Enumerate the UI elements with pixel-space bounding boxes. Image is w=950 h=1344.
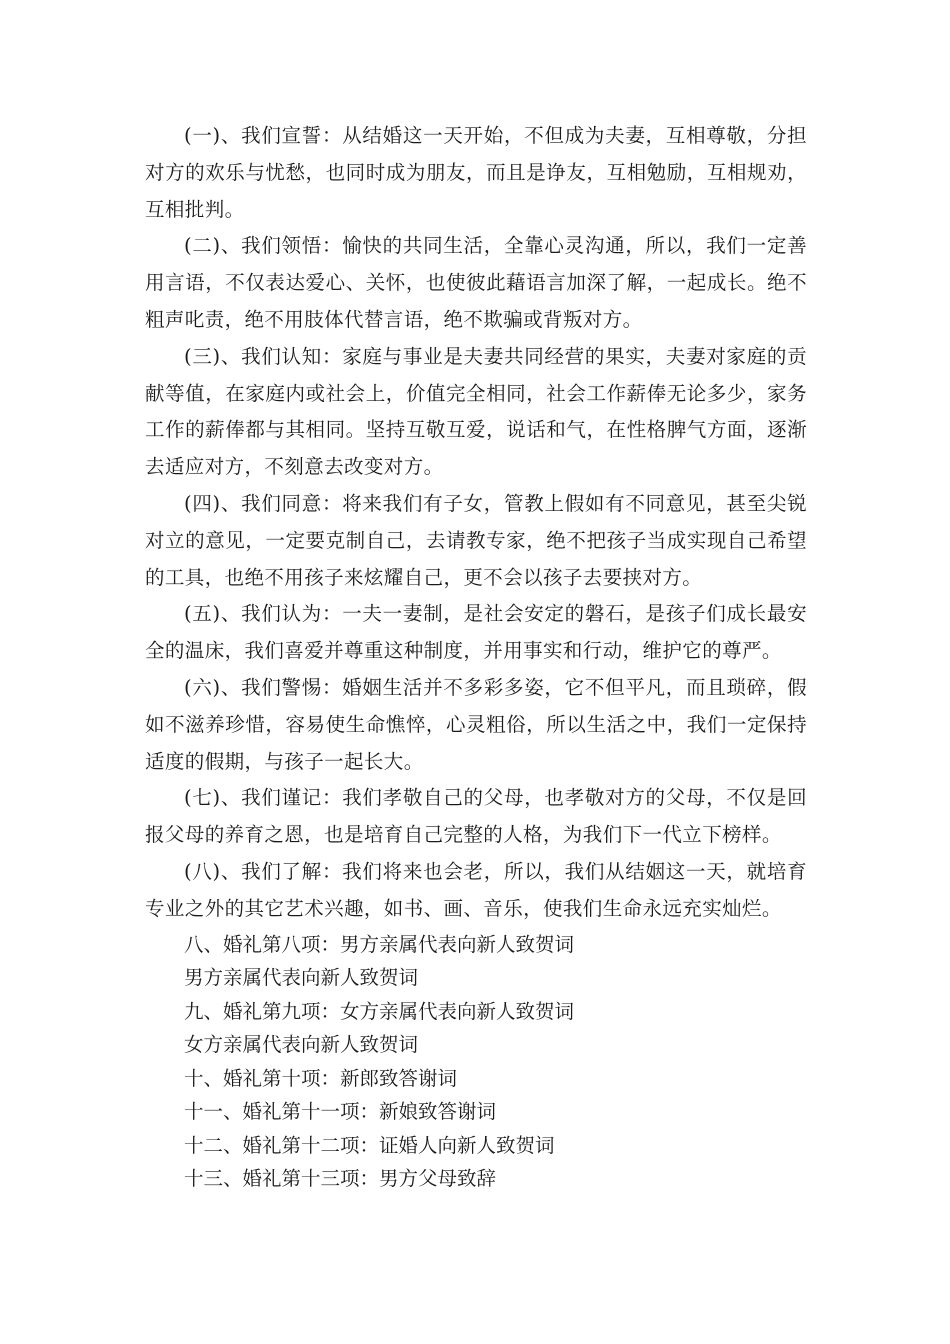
vow-paragraph-3: (三)、我们认知：家庭与事业是夫妻共同经营的果实，夫妻对家庭的贡献等值，在家庭内或社会上，价值完全相同，社会工作薪俸无论多少，家务工作的薪俸都与其相同。坚持互敬互爱，说话和气，在性格脾气方面，逐渐去适应对方，不刻意去改变对方。 [145,344,807,479]
document-body [145,118,807,1196]
ceremony-item-11: 十一、婚礼第十一项：新娘致答谢词 [184,1100,497,1124]
vow-paragraph-1: (一)、我们宣誓：从结婚这一天开始，不但成为夫妻，互相尊敬，分担对方的欢乐与忧愁，也同时成为朋友，而且是诤友，互相勉励，互相规劝，互相批判。 [145,124,807,221]
vow-paragraph-4: (四)、我们同意：将来我们有子女，管教上假如有不同意见，甚至尖锐对立的意见，一定要克制自己，去请教专家，绝不把孩子当成实现自己希望的工具，也绝不用孩子来炫耀自己，更不会以孩子去要挟对方。 [145,491,807,589]
vow-paragraph-7: (七)、我们谨记：我们孝敬自己的父母，也孝敬对方的父母，不仅是回报父母的养育之恩，也是培育自己完整的人格，为我们下一代立下榜样。 [145,786,807,847]
ceremony-item-10: 十、婚礼第十项：新郎致答谢词 [184,1066,458,1090]
vow-paragraph-6: (六)、我们警惕：婚姻生活并不多彩多姿，它不但平凡，而且琐碎，假如不滋养珍惜，容易使生命憔悴，心灵粗俗，所以生活之中，我们一定保持适度的假期，与孩子一起长大。 [145,675,807,773]
ceremony-item-12: 十二、婚礼第十二项：证婚人向新人致贺词 [184,1133,555,1157]
vow-paragraph-2: (二)、我们领悟：愉快的共同生活，全靠心灵沟通，所以，我们一定善用言语，不仅表达爱心、关怀，也使彼此藉语言加深了解，一起成长。绝不粗声叱责，绝不用肢体代替言语，绝不欺骗或背叛对方。 [145,234,807,331]
ceremony-item-9-detail: 女方亲属代表向新人致贺词 [184,1033,419,1057]
ceremony-item-9: 九、婚礼第九项：女方亲属代表向新人致贺词 [184,999,575,1023]
vow-paragraph-5: (五)、我们认为：一夫一妻制，是社会安定的磐石，是孩子们成长最安全的温床，我们喜爱并尊重这种制度，并用事实和行动，维护它的尊严。 [145,602,807,663]
ceremony-item-8-detail: 男方亲属代表向新人致贺词 [184,966,419,990]
vow-paragraph-8: (八)、我们了解：我们将来也会老，所以，我们从结姻这一天，就培育专业之外的其它艺术兴趣，如书、画、音乐，使我们生命永远充实灿烂。 [145,859,807,920]
ceremony-item-13: 十三、婚礼第十三项：男方父母致辞 [184,1167,497,1191]
ceremony-item-8: 八、婚礼第八项：男方亲属代表向新人致贺词 [184,932,575,956]
